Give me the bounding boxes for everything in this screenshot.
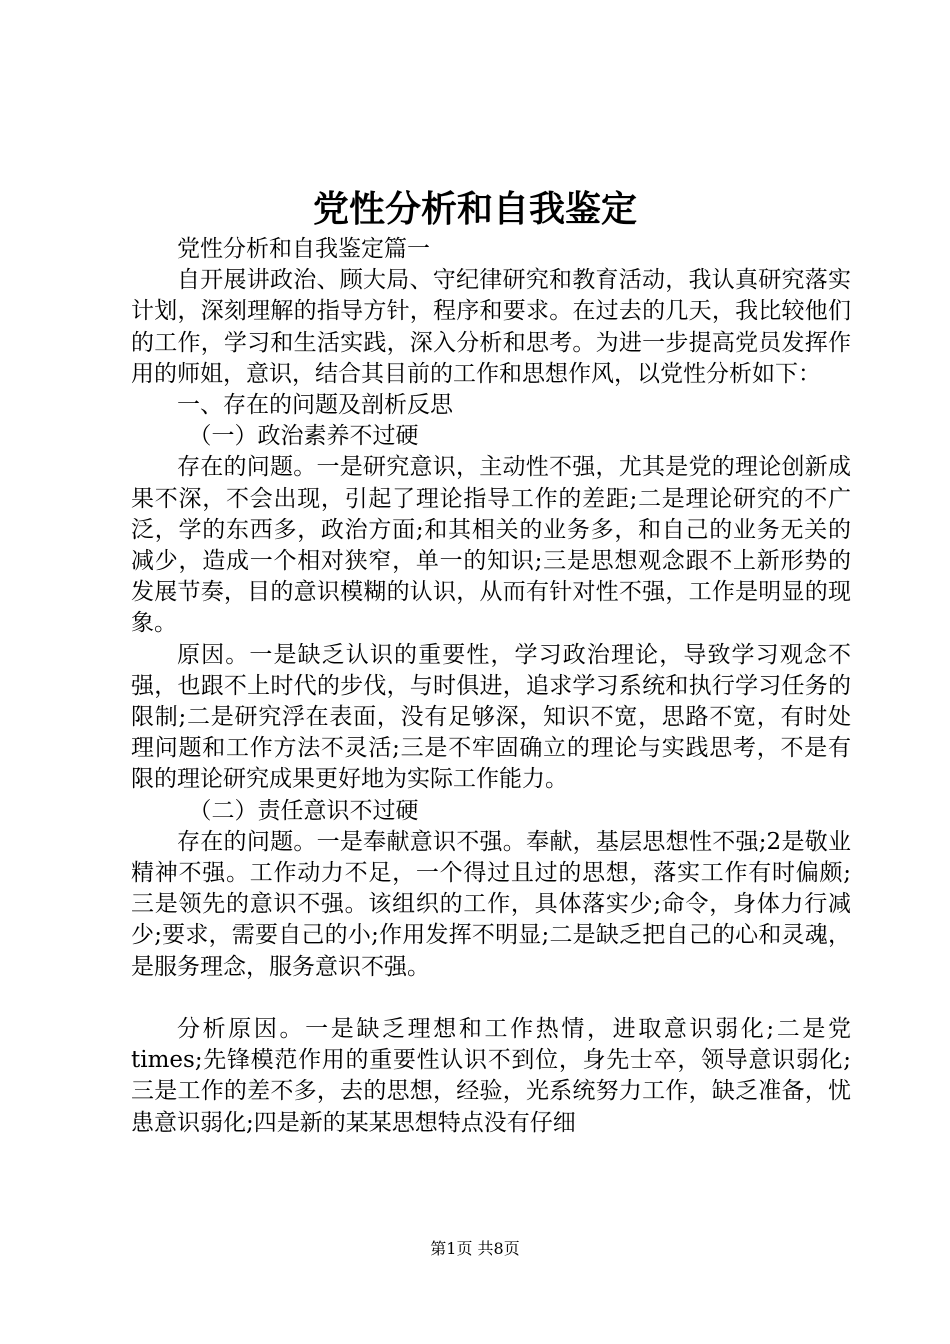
paragraph-existing-problems-2: 存在的问题。一是奉献意识不强。奉献，基层思想性不强;2是敬业精神不强。工作动力不足，一个得过且过的思想，落实工作有时偏颇;三是领先的意识不强。该组织的工作，具体落实少;命令，身体力行减少;要求，需要自己的小;作用发挥不明显;二是缺乏把自己的心和灵魂，是服务理念，服务意识不强。: [131, 828, 851, 980]
subheading-responsibility-awareness: （二）责任意识不过硬: [188, 797, 419, 824]
paragraph-reasons-1: 原因。一是缺乏认识的重要性，学习政治理论，导致学习观念不强，也跟不上时代的步伐，与时俱进，追求学习系统和执行学习任务的限制;二是研究浮在表面，没有足够深，知识不宽，思路不宽，有时处理问题和工作方法不灵活;三是不牢固确立的理论与实践思考，不是有限的理论研究成果更好地为实际工作能力。: [131, 641, 851, 793]
intro-paragraph: 自开展讲政治、顾大局、守纪律研究和教育活动，我认真研究落实计划，深刻理解的指导方针，程序和要求。在过去的几天，我比较他们的工作，学习和生活实践，深入分析和思考。为进一步提高党员发挥作用的师姐，意识，结合其目前的工作和思想作风，以党性分析如下：: [131, 267, 851, 387]
heading-problems-analysis: 一、存在的问题及剖析反思: [177, 392, 453, 419]
paragraph-reasons-2: 分析原因。一是缺乏理想和工作热情，进取意识弱化;二是党times;先锋模范作用的重要性认识不到位，身先士卒，领导意识弱化;三是工作的差不多，去的思想，经验，光系统努力工作，缺乏准备，忧患意识弱化;四是新的某某思想特点没有仔细: [131, 1016, 851, 1136]
paragraph-existing-problems-1: 存在的问题。一是研究意识，主动性不强，尤其是党的理论创新成果不深，不会出现，引起了理论指导工作的差距;二是理论研究的不广泛，学的东西多，政治方面;和其相关的业务多，和自己的业务无关的减少，造成一个相对狭窄，单一的知识;三是思想观念跟不上新形势的发展节奏，目的意识模糊的认识，从而有针对性不强，工作是明显的现象。: [131, 454, 851, 637]
section-heading-part-one: 党性分析和自我鉴定篇一: [177, 236, 430, 262]
page-number-footer: 第1页 共8页: [430, 1239, 520, 1258]
paragraph-spacer: [131, 983, 851, 1014]
document-title: 党性分析和自我鉴定: [312, 188, 637, 230]
subheading-political-quality: （一）政治素养不过硬: [188, 423, 419, 450]
document-body: [131, 234, 851, 1139]
